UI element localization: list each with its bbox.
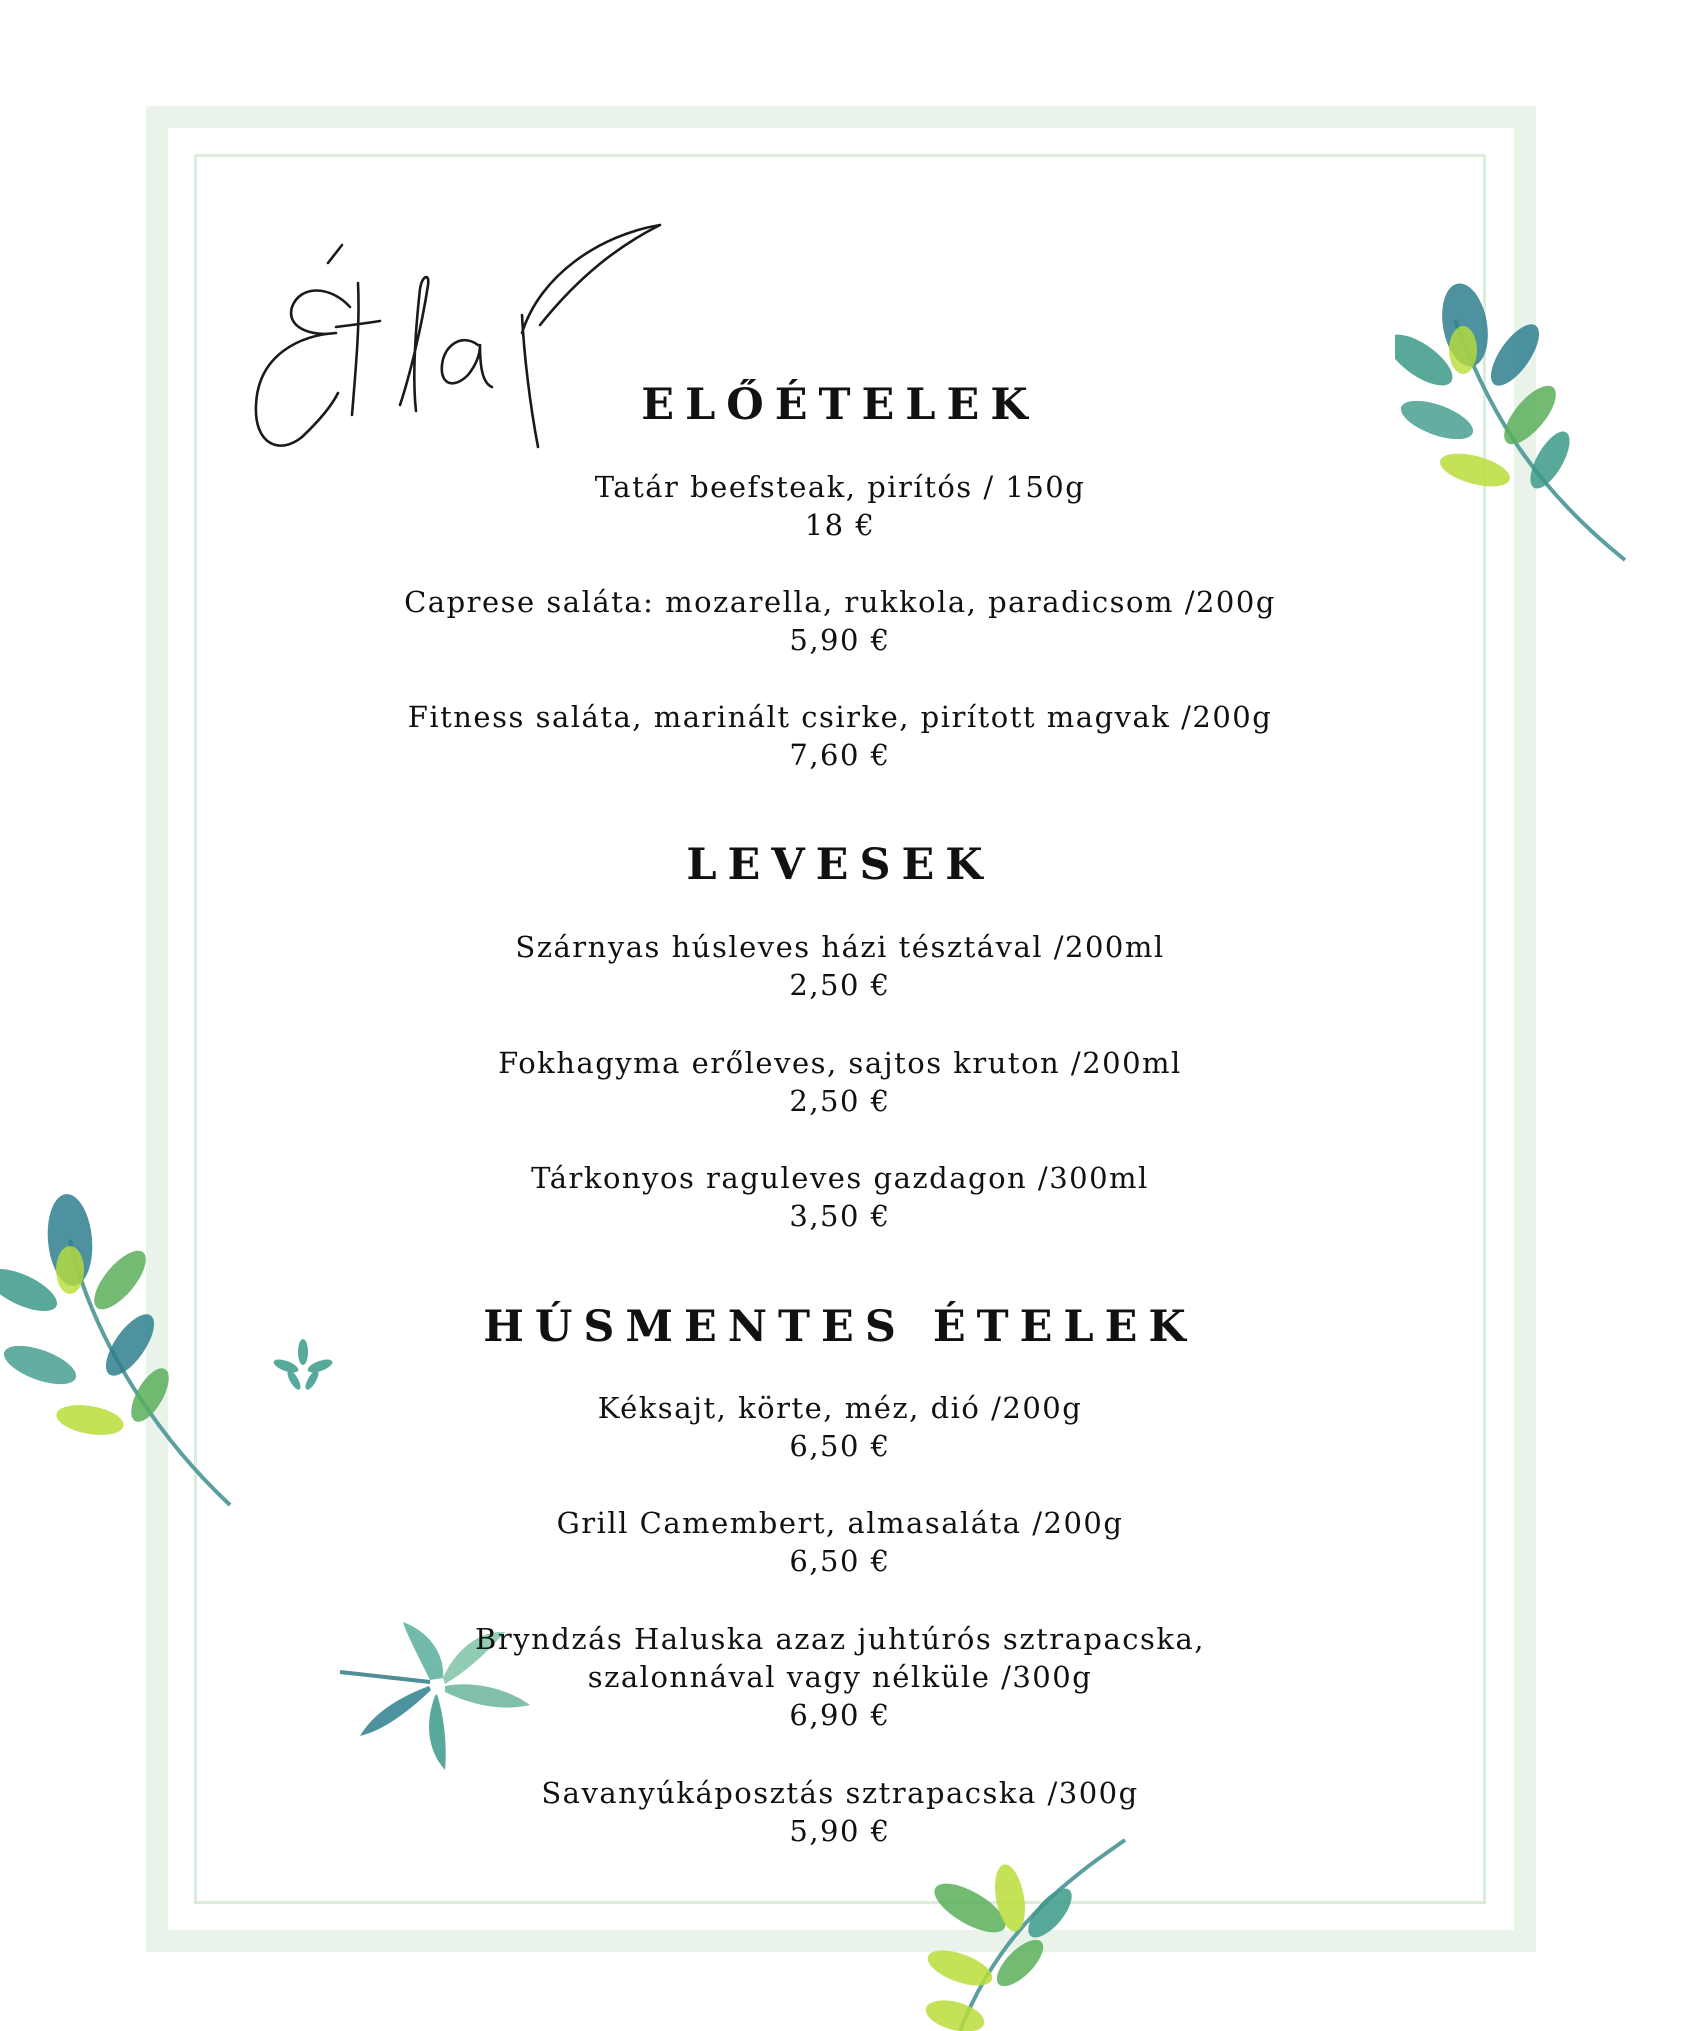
menu-item-name: Caprese saláta: mozarella, rukkola, paradicsom /200g xyxy=(404,585,1276,619)
menu-item xyxy=(300,468,1380,544)
menu-item-name: Grill Camembert, almasaláta /200g xyxy=(556,1506,1124,1540)
menu-item-name: Savanyúkáposztás sztrapacska /300g xyxy=(541,1776,1139,1810)
menu-item-price: 5,90 € xyxy=(789,623,891,657)
menu-item xyxy=(300,1389,1380,1465)
menu-item-name: Szárnyas húsleves házi tésztával /200ml xyxy=(515,930,1165,964)
section-title-levesek: LEVESEK xyxy=(686,840,994,890)
menu-item xyxy=(300,1504,1380,1580)
leaf-sprig-top-right-icon xyxy=(1395,280,1635,570)
menu-item-name: Tárkonyos raguleves gazdagon /300ml xyxy=(531,1161,1149,1195)
menu-item-price: 6,50 € xyxy=(789,1429,891,1463)
menu-item-price: 5,90 € xyxy=(789,1814,891,1848)
menu-item xyxy=(300,1159,1380,1235)
menu-item-name: Fitness saláta, marinált csirke, pirított magvak /200g xyxy=(407,700,1273,734)
leaf-sprig-bottom-icon xyxy=(900,1838,1130,2031)
menu-item xyxy=(300,1774,1380,1850)
menu-item xyxy=(300,583,1380,659)
menu-item xyxy=(300,1044,1380,1120)
menu-item-name: Tatár beefsteak, pirítós / 150g xyxy=(594,470,1086,504)
menu-item-name: Kéksajt, körte, méz, dió /200g xyxy=(597,1391,1083,1425)
menu-item xyxy=(300,1620,1380,1734)
menu-item-price: 2,50 € xyxy=(789,1084,891,1118)
menu-item xyxy=(300,698,1380,774)
menu-item-name: Bryndzás Haluska azaz juhtúrós sztrapacska, xyxy=(475,1622,1205,1656)
menu-item xyxy=(300,928,1380,1004)
leaf-sprig-left-icon xyxy=(0,1190,240,1510)
menu-item-name: Fokhagyma erőleves, sajtos kruton /200ml xyxy=(498,1046,1182,1080)
menu-item-price: 3,50 € xyxy=(789,1199,891,1233)
menu-item-price: 6,50 € xyxy=(789,1544,891,1578)
menu-item-price: 18 € xyxy=(804,508,876,542)
menu-item-name-continued: szalonnával vagy nélküle /300g xyxy=(587,1660,1093,1694)
menu-item-price: 2,50 € xyxy=(789,968,891,1002)
section-title-husmentes-etelek: HÚSMENTES ÉTELEK xyxy=(483,1302,1197,1352)
menu-item-price: 7,60 € xyxy=(789,738,891,772)
section-title-eloetelek: ELŐÉTELEK xyxy=(641,380,1039,430)
menu-item-price: 6,90 € xyxy=(789,1698,891,1732)
